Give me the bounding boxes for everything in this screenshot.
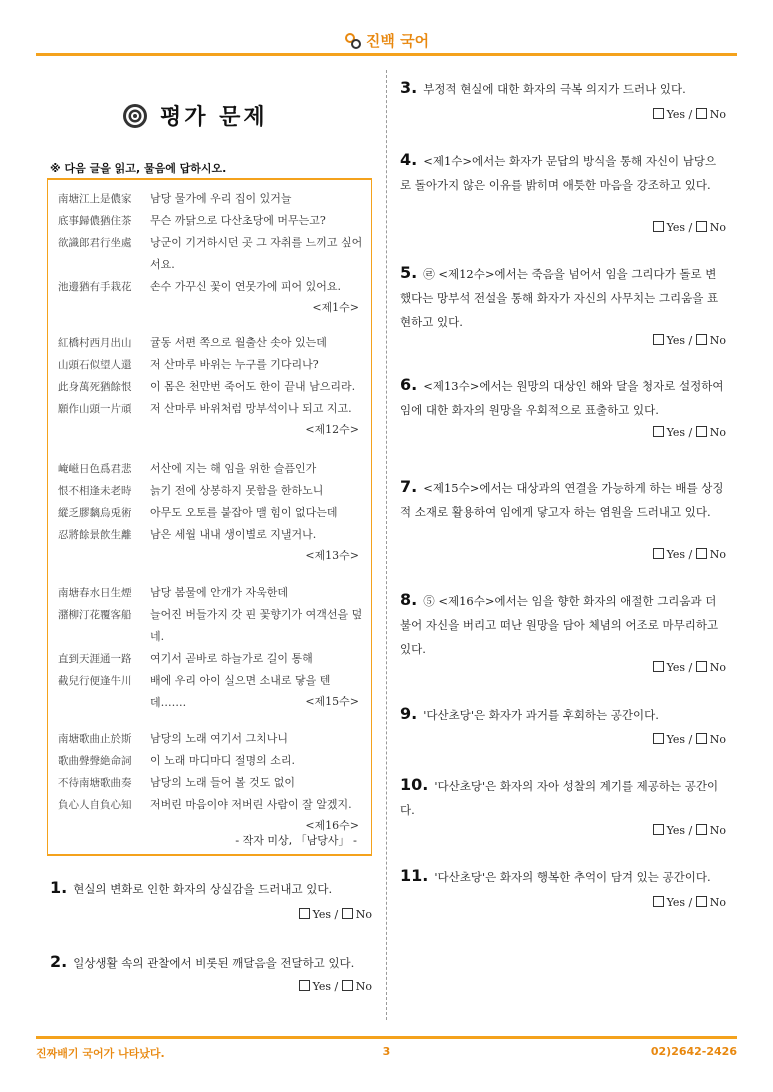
yesno-3: Yes / No <box>400 108 726 121</box>
poem-line: 紅橋村西月出山 귤동 서편 쪽으로 월출산 솟아 있는데 <box>58 336 327 349</box>
yesno-8: Yes / No <box>400 661 726 674</box>
header-rule <box>36 53 737 56</box>
no-checkbox[interactable] <box>696 334 707 345</box>
no-checkbox[interactable] <box>696 548 707 559</box>
yes-checkbox[interactable] <box>299 980 310 991</box>
poem-credit: - 작자 미상, 「남당사」 - <box>235 834 357 847</box>
brand-logo-icon <box>344 32 362 50</box>
no-checkbox[interactable] <box>696 824 707 835</box>
yes-checkbox[interactable] <box>653 824 664 835</box>
column-divider <box>386 70 387 1020</box>
poem-line: 南塘歌曲止於斯 남당의 노래 여기서 그치나니 <box>58 732 289 745</box>
poem-line: 南塘江上是儂家 남당 물가에 우리 집이 있거늘 <box>58 192 292 205</box>
yesno-1: Yes / No <box>50 908 372 921</box>
question-1: 1. 현실의 변화로 인한 화자의 상실감을 드러내고 있다. <box>50 878 333 897</box>
stanza-15 <box>58 582 363 712</box>
question-7: 7. <제15수>에서는 대상과의 연결을 가능하게 하는 배를 상징적 소재로 활용하여 임에게 닿고자 하는 염원을 드러내고 있다. <box>400 477 724 519</box>
poem-line: 欲識郎君行坐處 낭군이 기거하시던 곳 그 자취를 느끼고 싶어서요. <box>58 236 363 271</box>
question-3: 3. 부정적 현실에 대한 화자의 극복 의지가 드러나 있다. <box>400 78 686 97</box>
no-checkbox[interactable] <box>342 908 353 919</box>
question-5: 5. ㉣ <제12수>에서는 죽음을 넘어서 임을 그리다가 돌로 변했다는 망부석 전설을 통해 화자가 자신의 사무치는 그리움을 표현하고 있다. <box>400 263 719 329</box>
stanza-label: <제16수> <box>305 819 359 832</box>
yesno-9: Yes / No <box>400 733 726 746</box>
question-2: 2. 일상생활 속의 관찰에서 비롯된 깨달음을 전달하고 있다. <box>50 952 355 971</box>
no-checkbox[interactable] <box>696 661 707 672</box>
footer-phone: 02)2642-2426 <box>650 1045 737 1058</box>
poem-line: 恨不相逢未老時 늙기 전에 상봉하지 못함을 한하노니 <box>58 484 324 497</box>
instruction-text: ※ 다음 글을 읽고, 물음에 답하시오. <box>50 162 227 175</box>
stanza-label: <제13수> <box>305 549 359 562</box>
poem-line: 不待南塘歌曲奏 남당의 노래 들어 볼 것도 없이 <box>58 776 295 789</box>
poem-line: 縱乏膠黐烏兎術 아무도 오토를 붙잡아 맬 힘이 없다는데 <box>58 506 338 519</box>
poem-line: 池邊猶有手栽花 손수 가꾸신 꽃이 연못가에 피어 있어요. <box>58 280 341 293</box>
stanza-label: <제12수> <box>305 423 359 436</box>
no-checkbox[interactable] <box>696 896 707 907</box>
brand-text: 진백 국어 <box>365 32 430 50</box>
question-4: 4. <제1수>에서는 화자가 문답의 방식을 통해 자신이 남당으로 돌아가지 않은 이유를 밝히며 애틋한 마음을 강조하고 있다. <box>400 150 717 192</box>
no-checkbox[interactable] <box>696 108 707 119</box>
page-number: 3 <box>382 1045 391 1058</box>
yesno-7: Yes / No <box>400 548 726 561</box>
page-title: 평가 문제 <box>160 105 268 130</box>
yesno-11: Yes / No <box>400 896 726 909</box>
yes-checkbox[interactable] <box>653 896 664 907</box>
poem-line: 此身萬死猶餘恨 이 몸은 천만번 죽어도 한이 끝내 남으리라. <box>58 380 356 393</box>
question-11: 11. '다산초당'은 화자의 행복한 추억이 담겨 있는 공간이다. <box>400 866 711 885</box>
footer-slogan: 진짜배기 국어가 나타났다. <box>36 1047 165 1060</box>
poem-line: 崦嵫日色爲君悲 서산에 지는 해 임을 위한 슬픔인가 <box>58 462 317 475</box>
poem-line: 忍將餘景飮生離 남은 세월 내내 생이별로 지낼거나. <box>58 528 317 541</box>
poem-line: 山頭石似望人還 저 산마루 바위는 누구를 기다리나? <box>58 358 319 371</box>
yes-checkbox[interactable] <box>653 221 664 232</box>
poem-line: 歌曲聲聲絶命詞 이 노래 마디마디 절명의 소리. <box>58 754 295 767</box>
no-checkbox[interactable] <box>696 221 707 232</box>
poem-box <box>47 178 372 856</box>
poem-line: 直到天涯通一路 여기서 곧바로 하늘가로 길이 통해 <box>58 652 313 665</box>
yes-checkbox[interactable] <box>653 548 664 559</box>
footer-rule <box>36 1036 737 1039</box>
yes-checkbox[interactable] <box>653 661 664 672</box>
yesno-2: Yes / No <box>50 980 372 993</box>
stanza-16 <box>58 728 363 836</box>
question-8: 8. ⑤ <제16수>에서는 임을 향한 화자의 애절한 그리움과 더불어 자신을 버리고 떠난 원망을 담아 체념의 어조로 마무리하고 있다. <box>400 590 719 656</box>
poem-line: 南塘春水日生煙 남당 봄물에 안개가 자욱한데 <box>58 586 289 599</box>
stanza-1 <box>58 188 363 318</box>
question-6: 6. <제13수>에서는 원망의 대상인 해와 달을 청자로 설정하여 임에 대한 화자의 원망을 우회적으로 표출하고 있다. <box>400 375 724 417</box>
stanza-label: <제1수> <box>312 301 359 314</box>
yes-checkbox[interactable] <box>653 108 664 119</box>
yes-checkbox[interactable] <box>299 908 310 919</box>
poem-line: 底事歸儂猶住茶 무슨 까닭으로 다산초당에 머무는고? <box>58 214 326 227</box>
question-9: 9. '다산초당'은 화자가 과거를 후회하는 공간이다. <box>400 704 659 723</box>
yesno-5: Yes / No <box>400 334 726 347</box>
no-checkbox[interactable] <box>696 426 707 437</box>
stanza-12 <box>58 332 363 440</box>
yes-checkbox[interactable] <box>653 334 664 345</box>
no-checkbox[interactable] <box>696 733 707 744</box>
poem-line: 潴柳汀花覆客船 늘어진 버들가지 갓 핀 꽃향기가 여객선을 덮네. <box>58 608 363 643</box>
yes-checkbox[interactable] <box>653 733 664 744</box>
yesno-6: Yes / No <box>400 426 726 439</box>
yes-checkbox[interactable] <box>653 426 664 437</box>
yesno-10: Yes / No <box>400 824 726 837</box>
stanza-13 <box>58 458 363 566</box>
poem-line: 負心人自負心知 저버린 마음이야 저버린 사람이 잘 알겠지. <box>58 798 352 811</box>
question-10: 10. '다산초당'은 화자의 자아 성찰의 계기를 제공하는 공간이다. <box>400 775 719 817</box>
yesno-4: Yes / No <box>400 221 726 234</box>
poem-line: 截兒行便逢牛川 배에 우리 아이 실으면 소내로 닿을 텐데……. <box>58 674 331 709</box>
stanza-label: <제15수> <box>305 695 359 708</box>
poem-line: 願作山頭一片頑 저 산마루 바위처럼 망부석이나 되고 지고. <box>58 402 352 415</box>
header-brand <box>0 30 773 51</box>
no-checkbox[interactable] <box>342 980 353 991</box>
